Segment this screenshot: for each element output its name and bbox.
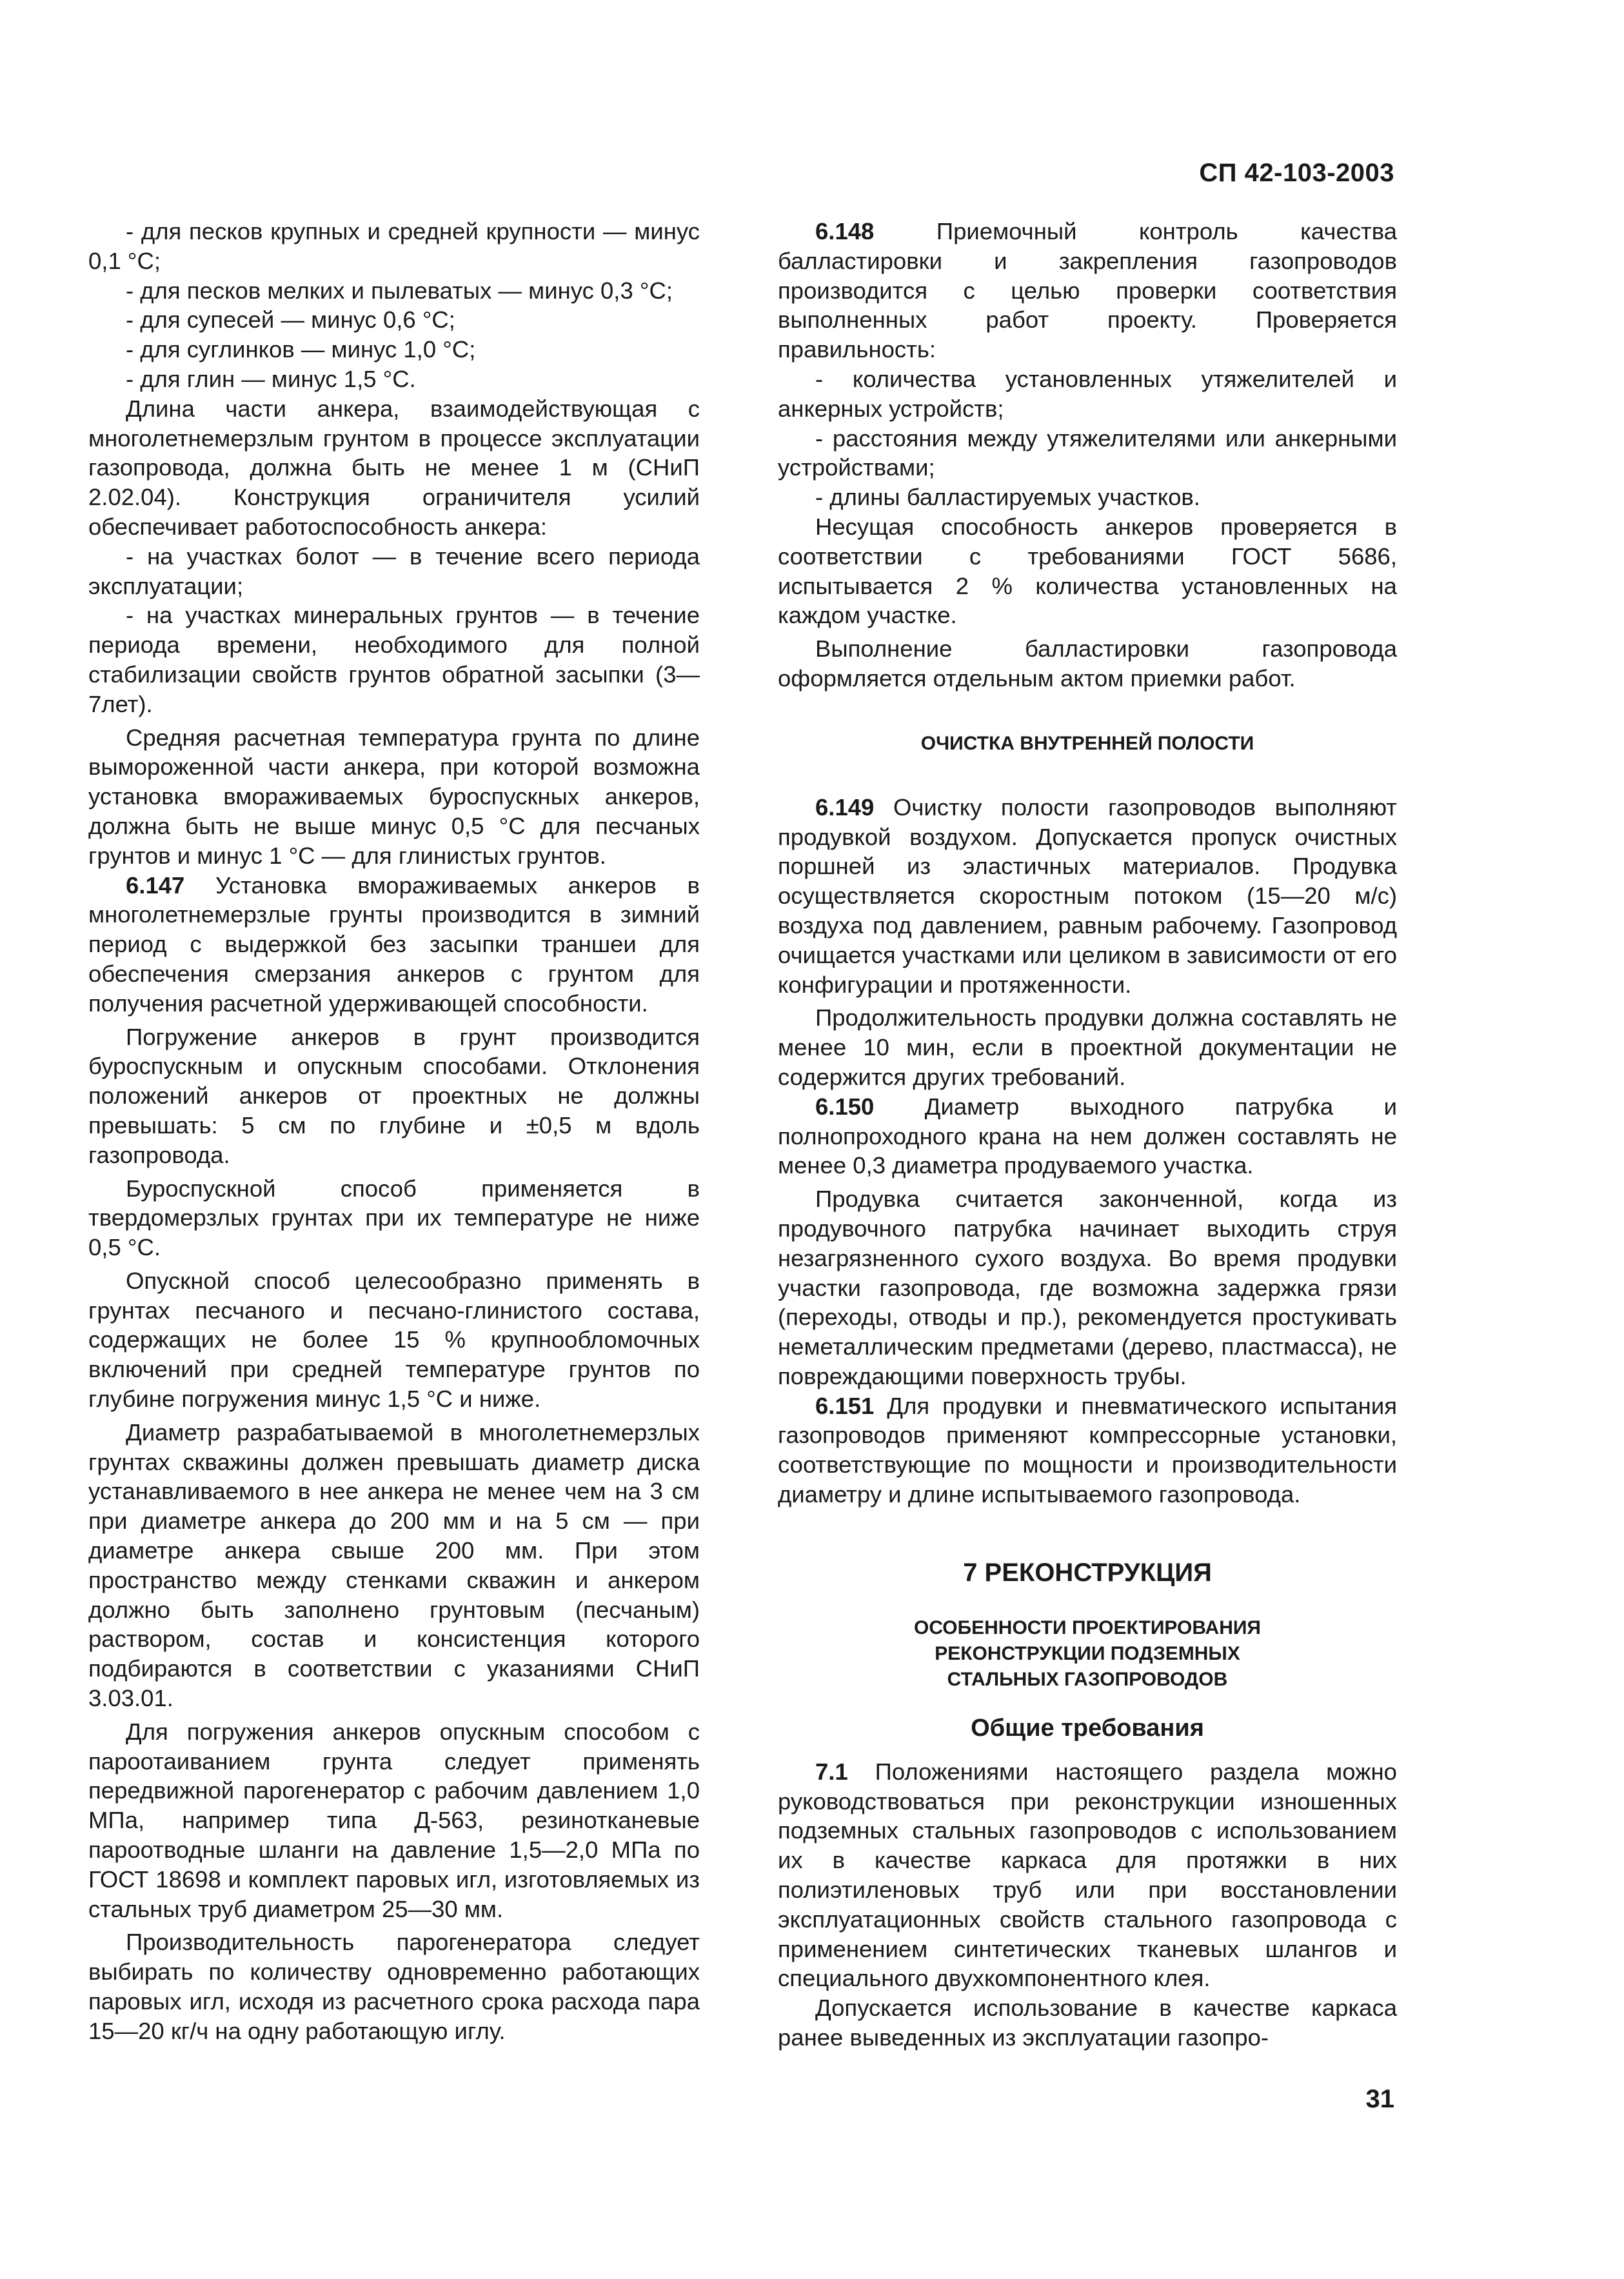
document-code-header: СП 42-103-2003	[1199, 159, 1394, 187]
clause-number: 6.151	[815, 1392, 875, 1419]
paragraph: - на участках болот — в течение всего периода эксплуатации;	[88, 542, 700, 599]
clause-6-150	[778, 1092, 1397, 1180]
clause-number: 6.150	[815, 1093, 875, 1120]
clause-number: 6.148	[815, 218, 875, 244]
paragraph: Опускной способ целесообразно применять в грунтах песчаного и песчано-глинистого состава, содержащих не более 15 % крупнообломочных включений при средней температуре грунтов по глубине погружения минус 1,5 °С и ниже.	[88, 1267, 700, 1413]
clause-6-149	[778, 793, 1397, 1000]
clause-6-148	[778, 217, 1397, 364]
paragraph: - для песков крупных и средней крупности — минус 0,1 °С;	[88, 218, 700, 274]
clause-text: Положениями настоящего раздела можно руководствоваться при реконструкции изношенных подземных стальных газопроводов с использованием их в качестве каркаса для протяжки в них полиэтиленовых труб или при восстановлении эксплуатационных свойств стального газопровода с применением синтетических тканевых шлангов и специального двухкомпонентного клея.	[778, 1758, 1397, 1992]
paragraph: - длины балластируемых участков.	[815, 484, 1200, 511]
clause-6-151	[778, 1391, 1397, 1509]
paragraph: - количества установленных утяжелителей и анкерных устройств;	[778, 365, 1397, 422]
section-heading: ОЧИСТКА ВНУТРЕННЕЙ ПОЛОСТИ	[920, 732, 1254, 754]
paragraph: Несущая способность анкеров проверяется в соответствии с требованиями ГОСТ 5686, испытывается 2 % количества установленных на каждом участке.	[778, 513, 1397, 629]
clause-number: 6.147	[126, 871, 185, 899]
paragraph: - для супесей — минус 0,6 °С;	[126, 306, 455, 333]
clause-text: Диаметр выходного патрубка и полнопроходного крана на нем должен составлять не менее 0,3 диаметра продуваемого участка.	[778, 1093, 1397, 1179]
section-heading-line: РЕКОНСТРУКЦИИ ПОДЗЕМНЫХ	[935, 1642, 1240, 1664]
paragraph: Продувка считается законченной, когда из продувочного патрубка начинает выходить струя незагрязненного сухого воздуха. Во время продувки участки газопровода, где возможна задержка грязи (переходы, отводы и пр.), рекомендуется простукивать неметаллическим предметами (дерево, пластмасса), не повреждающими поверхность трубы.	[778, 1186, 1397, 1389]
right-column	[778, 217, 1397, 2053]
paragraph: - для суглинков — минус 1,0 °С;	[126, 336, 476, 363]
paragraph: Выполнение балластировки газопровода оформляется отдельным актом приемки работ.	[778, 635, 1397, 692]
paragraph: Продолжительность продувки должна составлять не менее 10 мин, если в проектной документации не содержится других требований.	[778, 1004, 1397, 1090]
clause-text: Приемочный контроль качества балластировки и закрепления газопроводов производится с целью проверки соответствия выполненных работ проекту. Проверяется правильность:	[778, 218, 1397, 363]
paragraph: Для погружения анкеров опускным способом с пароотаиванием грунта следует применять передвижной парогенератор с рабочим давлением 1,0 МПа, например типа Д-563, резинотканевые пароотводные шланги на давление 1,5—2,0 МПа по ГОСТ 18698 и комплект паровых игл, изготовляемых из стальных труб диаметром 25—30 мм.	[88, 1718, 700, 1922]
section-heading-line: ОСОБЕННОСТИ ПРОЕКТИРОВАНИЯ	[913, 1617, 1261, 1638]
clause-text: Установка вмораживаемых анкеров в многолетнемерзлые грунты производится в зимний период с выдержкой без засыпки траншеи для обеспечения смерзания анкеров с грунтом для получения расчетной удерживающей способности.	[88, 871, 700, 1017]
clause-text: Очистку полости газопроводов выполняют продувкой воздухом. Допускается пропуск очистных поршней из эластичных материалов. Продувка осуществляется скоростным потоком (15—20 м/с) воздуха под давлением, равным рабочему. Газопровод очищается участками или целиком в зависимости от его конфигурации и протяженности.	[778, 793, 1397, 998]
paragraph: - на участках минеральных грунтов — в течение периода времени, необходимого для полной стабилизации свойств грунтов обратной засыпки (3—7лет).	[88, 602, 700, 717]
left-column	[88, 217, 700, 2046]
clause-number: 6.149	[815, 793, 875, 821]
section-heading-line: СТАЛЬНЫХ ГАЗОПРОВОДОВ	[947, 1668, 1228, 1690]
page-number: 31	[1365, 2085, 1394, 2113]
paragraph: Средняя расчетная температура грунта по длине вымороженной части анкера, при которой возможна установка вмораживаемых буроспускных анкеров, должна быть не выше минус 0,5 °С для песчаных грунтов и минус 1 °С — для глинистых грунтов.	[88, 724, 700, 869]
paragraph: Диаметр разрабатываемой в многолетнемерзлых грунтах скважины должен превышать диаметр диска устанавливаемого в нее анкера не менее чем на 3 см при диаметре анкера до 200 мм и на 5 см — при диаметре анкера свыше 200 мм. При этом пространство между стенками скважин и анкером должно быть заполнено грунтовым (песчаным) раствором, состав и консистенция которого подбираются в соответствии с указаниями СНиП 3.03.01.	[88, 1418, 700, 1712]
paragraph: Производительность парогенератора следует выбирать по количеству одновременно работающих паровых игл, исходя из расчетного срока расхода пара 15—20 кг/ч на одну работающую иглу.	[88, 1929, 700, 2044]
chapter-title: 7 РЕКОНСТРУКЦИЯ	[963, 1558, 1212, 1587]
clause-number: 7.1	[815, 1758, 848, 1785]
clause-6-147	[88, 871, 700, 1019]
paragraph: Допускается использование в качестве каркаса ранее выведенных из эксплуатации газопро-	[778, 1995, 1397, 2051]
paragraph: Длина части анкера, взаимодействующая с многолетнемерзлым грунтом в процессе эксплуатации газопровода, должна быть не менее 1 м (СНиП 2.02.04). Конструкция ограничителя усилий обеспечивает работоспособность анкера:	[88, 395, 700, 540]
paragraph: - расстояния между утяжелителями или анкерными устройствами;	[778, 424, 1397, 481]
subsection-heading: Общие требования	[971, 1714, 1204, 1742]
paragraph: - для песков мелких и пылеватых — минус 0,3 °С;	[126, 277, 673, 304]
clause-text: Для продувки и пневматического испытания газопроводов применяют компрессорные установки, соответствующие по мощности и производительности диаметру и длине испытываемого газопровода.	[778, 1392, 1397, 1508]
paragraph: Погружение анкеров в грунт производится буроспускным и опускным способами. Отклонения положений анкеров от проектных не должны превышать: 5 см по глубине и ±0,5 м вдоль газопровода.	[88, 1023, 700, 1168]
paragraph: Буроспускной способ применяется в твердомерзлых грунтах при их температуре не ниже 0,5 °С.	[88, 1175, 700, 1261]
paragraph: - для глин — минус 1,5 °С.	[126, 365, 416, 392]
clause-7-1	[778, 1757, 1397, 1993]
